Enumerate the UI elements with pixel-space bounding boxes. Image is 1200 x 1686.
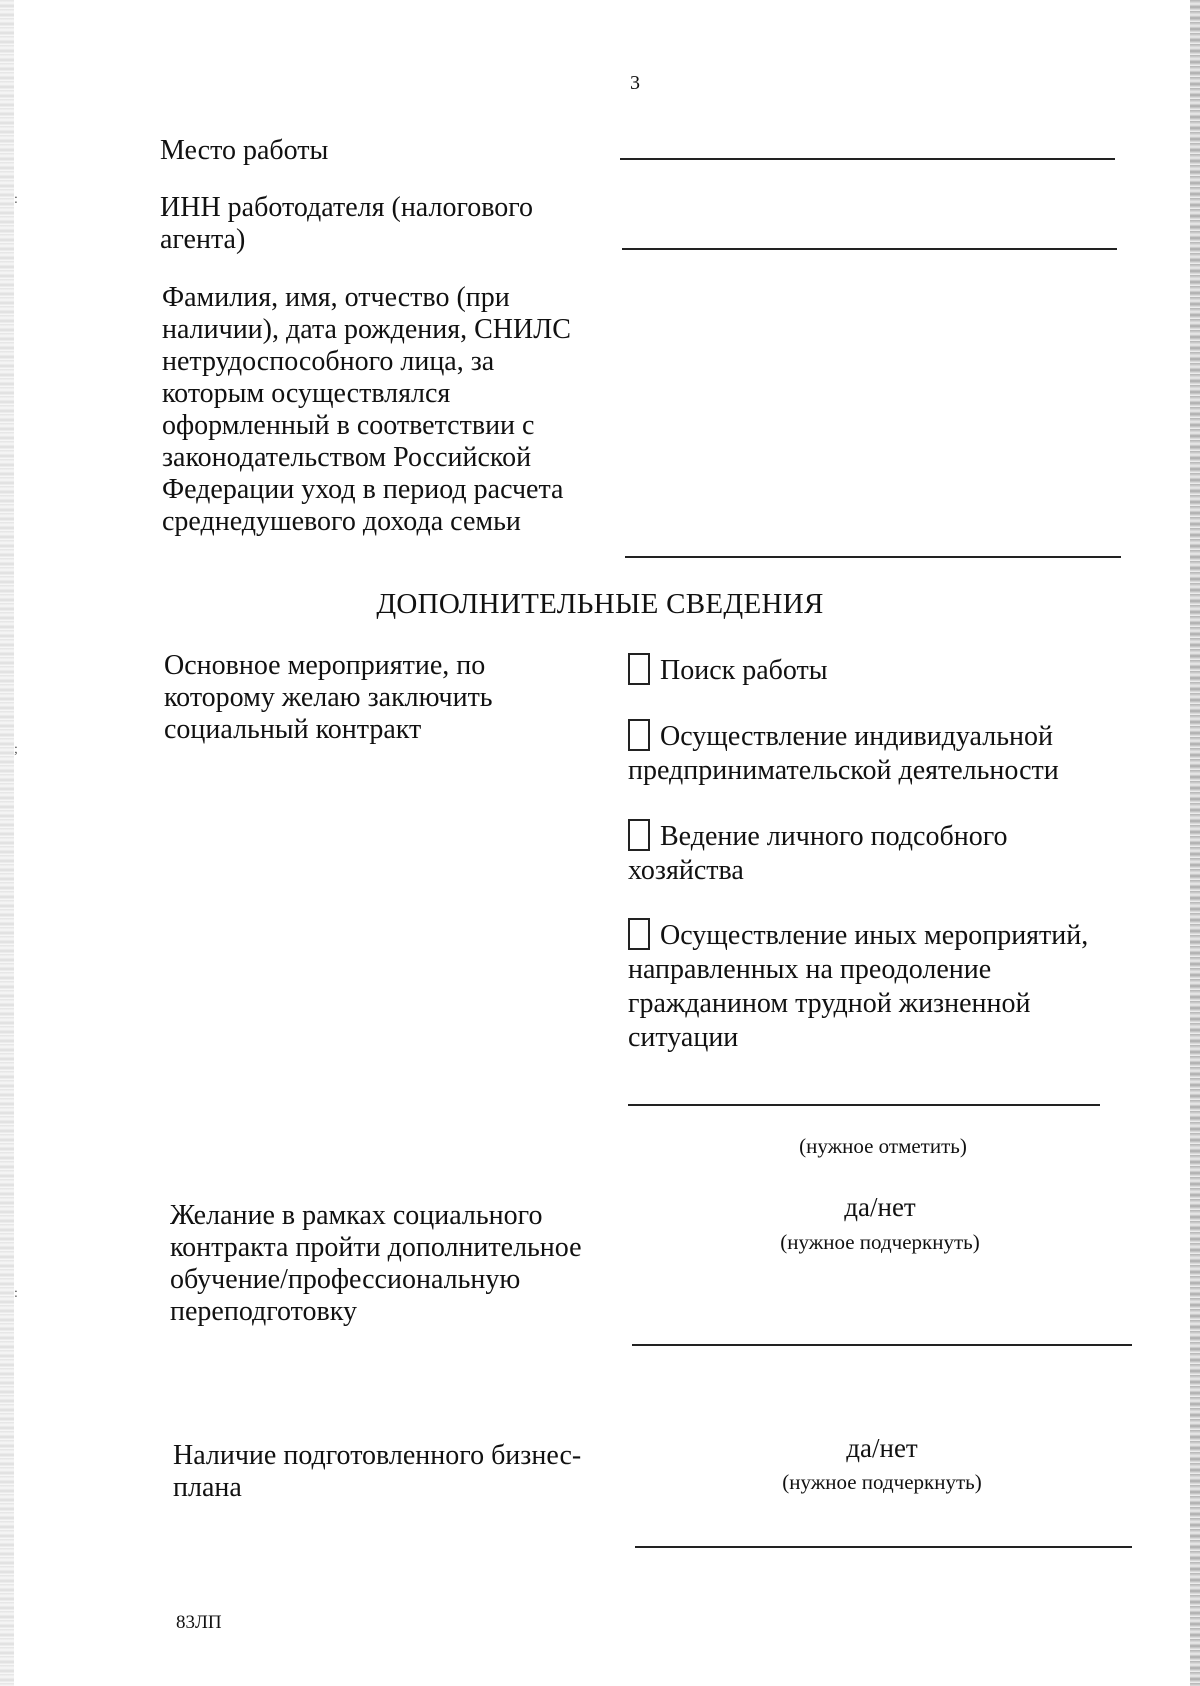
footer-code: 83ЛП — [176, 1612, 222, 1633]
scan-artifact-mark: : — [14, 1286, 18, 1301]
employer-inn-field[interactable] — [622, 248, 1117, 250]
training-hint: (нужное подчеркнуть) — [780, 1230, 980, 1254]
scan-artifact-mark: ; — [14, 742, 18, 757]
option-label: Осуществление индивидуальной предпринимательской деятельности — [628, 721, 1059, 786]
option-label: Осуществление иных мероприятий, направленных на преодоление гражданином трудной жизненной ситуации — [628, 920, 1089, 1053]
training-choice[interactable]: да/нет — [844, 1192, 916, 1222]
business-plan-field[interactable] — [635, 1546, 1132, 1548]
business-plan-hint: (нужное подчеркнуть) — [782, 1470, 982, 1494]
workplace-field[interactable] — [620, 158, 1115, 160]
workplace-label: Место работы — [160, 135, 329, 166]
checkbox-icon[interactable] — [628, 819, 650, 851]
checkbox-icon[interactable] — [628, 653, 650, 685]
scan-artifact-mark: : — [14, 192, 18, 207]
page-number: 3 — [630, 72, 640, 94]
option-label: Поиск работы — [660, 655, 828, 686]
main-activity-field[interactable] — [628, 1104, 1100, 1106]
training-field[interactable] — [632, 1344, 1132, 1346]
option-label: Ведение личного подсобного хозяйства — [628, 821, 1008, 886]
main-activity-hint: (нужное отметить) — [799, 1134, 967, 1158]
option-other-measures[interactable] — [628, 918, 1108, 1055]
option-job-search[interactable] — [628, 653, 1108, 688]
care-person-label: Фамилия, имя, отчество (при наличии), дата рождения, СНИЛС нетрудоспособного лица, за которым осуществлялся оформленный в соответствии с законодательством Российской Федерации уход в период расчета среднедушевого дохода семьи — [162, 282, 571, 537]
checkbox-icon[interactable] — [628, 719, 650, 751]
checkbox-icon[interactable] — [628, 918, 650, 950]
main-activity-label: Основное мероприятие, по которому желаю заключить социальный контракт — [164, 650, 493, 745]
option-entrepreneurship[interactable] — [628, 719, 1108, 788]
option-household-farming[interactable] — [628, 819, 1108, 888]
scan-edge-right — [1190, 0, 1200, 1686]
business-plan-choice[interactable]: да/нет — [846, 1433, 918, 1463]
care-person-field[interactable] — [625, 556, 1121, 558]
employer-inn-label: ИНН работодателя (налогового агента) — [160, 192, 534, 255]
training-label: Желание в рамках социального контракта пройти дополнительное обучение/профессиональную переподготовку — [170, 1200, 582, 1327]
scan-edge-left — [0, 0, 14, 1686]
business-plan-label: Наличие подготовленного бизнес-плана — [173, 1440, 582, 1503]
section-title: ДОПОЛНИТЕЛЬНЫЕ СВЕДЕНИЯ — [376, 588, 824, 620]
